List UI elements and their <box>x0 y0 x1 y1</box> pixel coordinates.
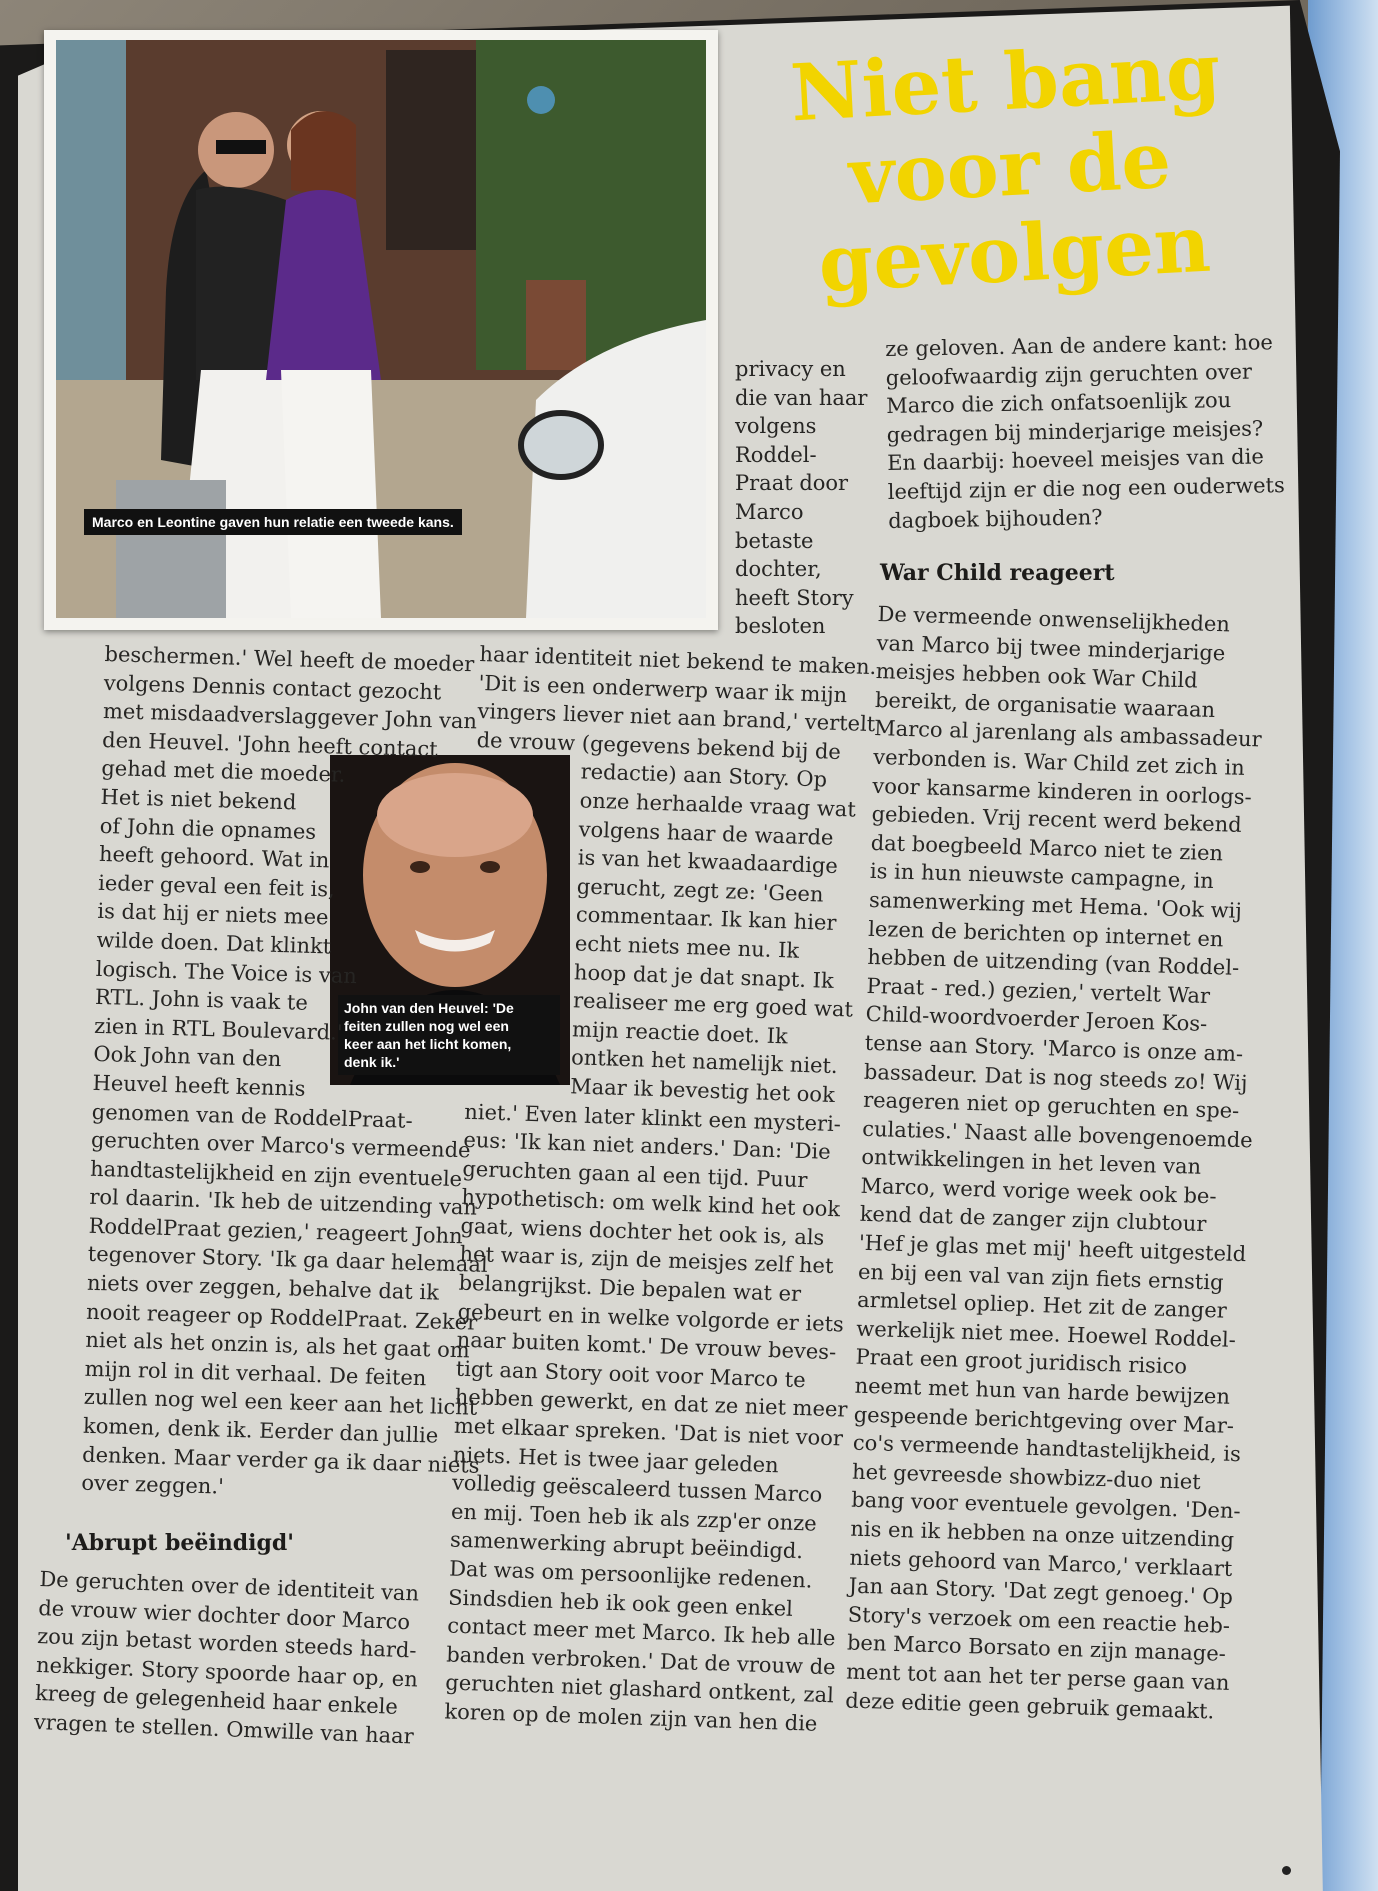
headline-line: voor de <box>846 114 1174 223</box>
column-c <box>845 600 1268 1726</box>
text-line: met elkaar spreken. 'Dat is niet voor <box>453 1413 844 1451</box>
text-line: De geruchten over de identiteit van <box>39 1566 420 1606</box>
text-line: Ook John van den <box>93 1042 282 1072</box>
text-line: niets over zeggen, behalve dat ik <box>86 1270 440 1305</box>
caption-line: feiten zullen nog wel een <box>344 1018 509 1034</box>
text-line: die van haar <box>735 385 868 410</box>
text-line: wilde doen. Dat klinkt <box>96 927 332 959</box>
text-line: hebben de uitzending (van Roddel- <box>867 944 1240 980</box>
text-line: realiseer me erg goed wat <box>572 988 854 1022</box>
text-line: heeft gehoord. Wat in <box>98 842 330 873</box>
text-line: ben Marco Borsato en zijn manage- <box>846 1630 1227 1667</box>
text-line: bereikt, de organisatie waaraan <box>874 687 1216 722</box>
column-c-intro <box>885 328 1285 535</box>
text-line: niet als het onzin is, als het gaat om <box>85 1327 471 1363</box>
text-line: tigt aan Story ooit voor Marco te <box>455 1356 807 1393</box>
text-line: de vrouw wier dochter door Marco <box>37 1595 411 1634</box>
text-line: hebben gewerkt, en dat ze niet meer <box>454 1385 848 1423</box>
text-line: over zeggen.' <box>81 1470 225 1499</box>
column-a <box>81 640 505 1509</box>
text-line: logisch. The Voice is van <box>95 956 358 988</box>
text-line: Praat een groot juridisch risico <box>855 1345 1188 1379</box>
text-line: ieder geval een feit is, <box>97 870 336 902</box>
text-line: zien in RTL Boulevard.' <box>93 1013 343 1045</box>
text-line: Maar ik bevestig het ook <box>569 1074 836 1107</box>
text-line: komen, denk ik. Eerder dan jullie <box>82 1413 439 1448</box>
text-line: Marco al jarenlang als ambassadeur <box>873 716 1262 752</box>
text-line: vragen te stellen. Omwille van haar <box>33 1709 415 1749</box>
text-line: ontken het namelijk niet. <box>570 1045 839 1079</box>
text-line: Marco <box>735 499 804 524</box>
headline-line: gevolgen <box>816 198 1213 311</box>
text-line: nooit reageer op RoddelPraat. Zeker <box>85 1299 478 1335</box>
text-line: koren op de molen zijn van hen die <box>444 1699 818 1736</box>
text-line: redactie) aan Story. Op <box>580 759 828 792</box>
text-line: kend dat de zanger zijn clubtour <box>859 1202 1207 1237</box>
text-line: heeft Story <box>735 585 854 610</box>
text-line: samenwerking met Hema. 'Ook wij <box>868 887 1243 923</box>
text-line: leeftijd zijn er die nog een ouderwets <box>887 473 1285 504</box>
text-line: privacy en <box>735 357 846 381</box>
text-line: of John die opnames <box>99 813 317 844</box>
text-line: de vrouw (gegevens bekend bij de <box>476 727 842 764</box>
end-mark <box>1282 1866 1291 1875</box>
text-line: eus: 'Ik kan niet anders.' Dan: 'Die <box>463 1127 832 1164</box>
text-line: En daarbij: hoeveel meisjes van die <box>887 444 1264 476</box>
text-line: is van het kwaadaardige <box>577 845 839 879</box>
column-b-intro <box>735 355 867 641</box>
text-line: nekkiger. Story spoorde haar op, en <box>35 1652 419 1692</box>
text-line: Praat door <box>735 471 849 496</box>
text-line: geruchten gaan al een tijd. Puur <box>462 1156 808 1192</box>
text-line: volgens haar de waarde <box>578 816 834 850</box>
text-line: RTL. John is vaak te <box>94 984 309 1015</box>
text-line: vingers liever niet aan brand,' vertelt <box>477 699 876 737</box>
section-heading: War Child reageert <box>880 560 1115 586</box>
text-line: volgens Dennis contact gezocht <box>103 670 442 704</box>
text-line: culaties.' Naast alle bovengenoemde <box>861 1116 1254 1153</box>
text-line: bassadeur. Dat is nog steeds zo! Wij <box>863 1059 1248 1095</box>
text-line: ontwikkelingen in het leven van <box>861 1145 1202 1180</box>
text-line: gedragen bij minderjarige meisjes? <box>886 416 1264 447</box>
caption-line: John van den Heuvel: 'De <box>344 1000 514 1016</box>
text-line: 'Hef je glas met mij' heeft uitgesteld <box>858 1230 1247 1267</box>
couple-photo <box>44 30 718 630</box>
text-line: banden verbroken.' Dat de vrouw de <box>445 1642 836 1680</box>
text-line: mijn rol in dit verhaal. De feiten <box>84 1356 427 1391</box>
text-line: betaste <box>735 528 814 553</box>
text-line: geruchten niet glashard ontkent, zal <box>445 1670 835 1708</box>
text-line: gebeurt en in welke volgorde er iets <box>457 1299 845 1337</box>
text-line: werkelijk niet mee. Hoewel Roddel- <box>856 1316 1237 1352</box>
text-line: samenwerking abrupt beëindigd. <box>449 1527 804 1564</box>
text-line: Dat was om persoonlijke redenen. <box>448 1556 813 1593</box>
text-line: gebieden. Vrij recent werd bekend <box>871 802 1242 838</box>
text-line: Sindsdien heb ik ook geen enkel <box>447 1585 794 1621</box>
text-line: het waar is, zijn de meisjes zelf het <box>459 1242 834 1279</box>
text-line: gespeende berichtgeving over Mar- <box>853 1402 1235 1438</box>
text-line: ze geloven. Aan de andere kant: hoe <box>885 330 1274 361</box>
caption-line: keer aan het licht komen, <box>344 1036 512 1052</box>
text-line: belangrijkst. Die bepalen wat er <box>458 1270 802 1307</box>
text-line: onze herhaalde vraag wat <box>579 788 857 822</box>
text-line: is in hun nieuwste campagne, in <box>869 859 1215 894</box>
text-line: den Heuvel. 'John heeft contact <box>101 727 439 762</box>
text-line: en bij een val van zijn fiets ernstig <box>857 1259 1224 1295</box>
text-line: De vermeende onwenselijkheden <box>877 601 1231 637</box>
text-line: rol daarin. 'Ik heb de uitzending van <box>89 1185 478 1220</box>
text-line: geloofwaardig zijn geruchten over <box>885 359 1253 390</box>
text-line: mijn reactie doet. Ik <box>571 1016 789 1049</box>
text-line: het gevreesde showbizz-duo niet <box>851 1459 1202 1494</box>
text-line: lezen de berichten op internet en <box>867 916 1224 951</box>
text-line: dagboek bijhouden? <box>888 504 1103 533</box>
text-line: gerucht, zegt ze: 'Geen <box>576 874 824 907</box>
text-line: niets. Het is twee jaar geleden <box>452 1442 780 1477</box>
text-line: niets gehoord van Marco,' verklaart <box>849 1545 1233 1581</box>
text-line: Heuvel heeft kennis <box>92 1070 306 1101</box>
text-line: volgens <box>735 414 817 439</box>
text-line: tense aan Story. 'Marco is onze am- <box>864 1030 1244 1066</box>
text-line: Child-woordvoerder Jeroen Kos- <box>865 1002 1208 1037</box>
text-line: gehad met die moeder. <box>101 756 346 788</box>
text-line: en mij. Toen heb ik als zzp'er onze <box>450 1499 818 1536</box>
text-line: van Marco bij twee minderjarige <box>876 630 1226 665</box>
text-line: hoop dat je dat snapt. Ik <box>573 959 835 993</box>
text-line: meisjes hebben ook War Child <box>875 659 1198 693</box>
text-line: verbonden is. War Child zet zich in <box>872 744 1246 780</box>
text-line: neemt met hun van harde bewijzen <box>854 1373 1231 1409</box>
column-a-section <box>33 1565 421 1751</box>
text-line: nis en ik hebben na onze uitzending <box>850 1516 1235 1552</box>
text-line: contact meer met Marco. Ik heb alle <box>446 1613 836 1651</box>
text-line: niet.' Even later klinkt een mysteri- <box>463 1099 842 1136</box>
text-line: zullen nog wel een keer aan het licht <box>83 1385 478 1421</box>
text-line: armletsel opliep. Het zit de zanger <box>856 1287 1228 1323</box>
text-line: Story's verzoek om een reactie heb- <box>847 1602 1231 1638</box>
text-line: reageren niet op geruchten en spe- <box>862 1087 1240 1124</box>
headline <box>724 26 1297 313</box>
photo-caption: Marco en Leontine gaven hun relatie een tweede kans. <box>84 509 462 535</box>
text-line: tegenover Story. 'Ik ga daar helemaal <box>87 1242 488 1278</box>
text-line: voor kansarme kinderen in oorlogs- <box>872 773 1253 809</box>
text-line: commentaar. Ik kan hier <box>575 902 837 936</box>
text-line: haar identiteit niet bekend te maken. <box>479 641 877 680</box>
text-line: geruchten over Marco's vermeende <box>90 1127 471 1163</box>
text-line: dochter, <box>735 557 822 582</box>
text-line: beschermen.' Wel heeft de moeder <box>104 641 475 677</box>
text-line: Het is niet bekend <box>100 784 297 815</box>
text-line: dat boegbeeld Marco niet te zien <box>870 830 1224 866</box>
caption-line: denk ik.' <box>344 1054 400 1070</box>
text-line: denken. Maar verder ga ik daar niets <box>81 1442 480 1478</box>
text-line: RoddelPraat gezien,' reageert John <box>88 1213 463 1249</box>
text-line: bang voor eventuele gevolgen. 'Den- <box>850 1488 1241 1524</box>
headline-line: Niet bang <box>788 25 1223 140</box>
text-line: co's vermeende handtastelijkheid, is <box>852 1430 1242 1467</box>
text-line: kreeg de gelegenheid haar enkele <box>34 1681 399 1720</box>
text-line: Roddel- <box>735 442 817 467</box>
column-b <box>444 640 878 1739</box>
text-line: genomen van de RoddelPraat- <box>91 1099 413 1133</box>
text-line: besloten <box>735 614 826 639</box>
text-line: met misdaadverslaggever John van <box>102 699 478 734</box>
text-line: 'Dit is een onderwerp waar ik mijn <box>478 670 848 707</box>
text-line: deze editie geen gebruik gemaakt. <box>844 1688 1215 1724</box>
text-line: handtastelijkheid en zijn eventuele <box>89 1156 463 1191</box>
text-line: volledig geëscaleerd tussen Marco <box>451 1470 823 1508</box>
section-heading: 'Abrupt beëindigd' <box>65 1530 294 1556</box>
text-line: Praat - red.) gezien,' vertelt War <box>866 973 1211 1008</box>
text-line: ment tot aan het ter perse gaan van <box>845 1659 1230 1695</box>
text-line: naar buiten komt.' De vrouw beves- <box>456 1327 837 1365</box>
text-line: Marco die zich onfatsoenlijk zou <box>886 388 1232 419</box>
text-line: gaat, wiens dochter het ook is, als <box>460 1213 825 1250</box>
text-line: hypothetisch: om welk kind het ook <box>461 1184 841 1222</box>
text-line: Marco, werd vorige week ook be- <box>860 1173 1217 1209</box>
text-line: echt niets mee nu. Ik <box>574 931 800 963</box>
text-line: is dat hij er niets mee <box>97 899 329 930</box>
text-line: zou zijn betast worden steeds hard- <box>36 1624 417 1663</box>
text-line: Jan aan Story. 'Dat zegt genoeg.' Op <box>848 1573 1234 1610</box>
